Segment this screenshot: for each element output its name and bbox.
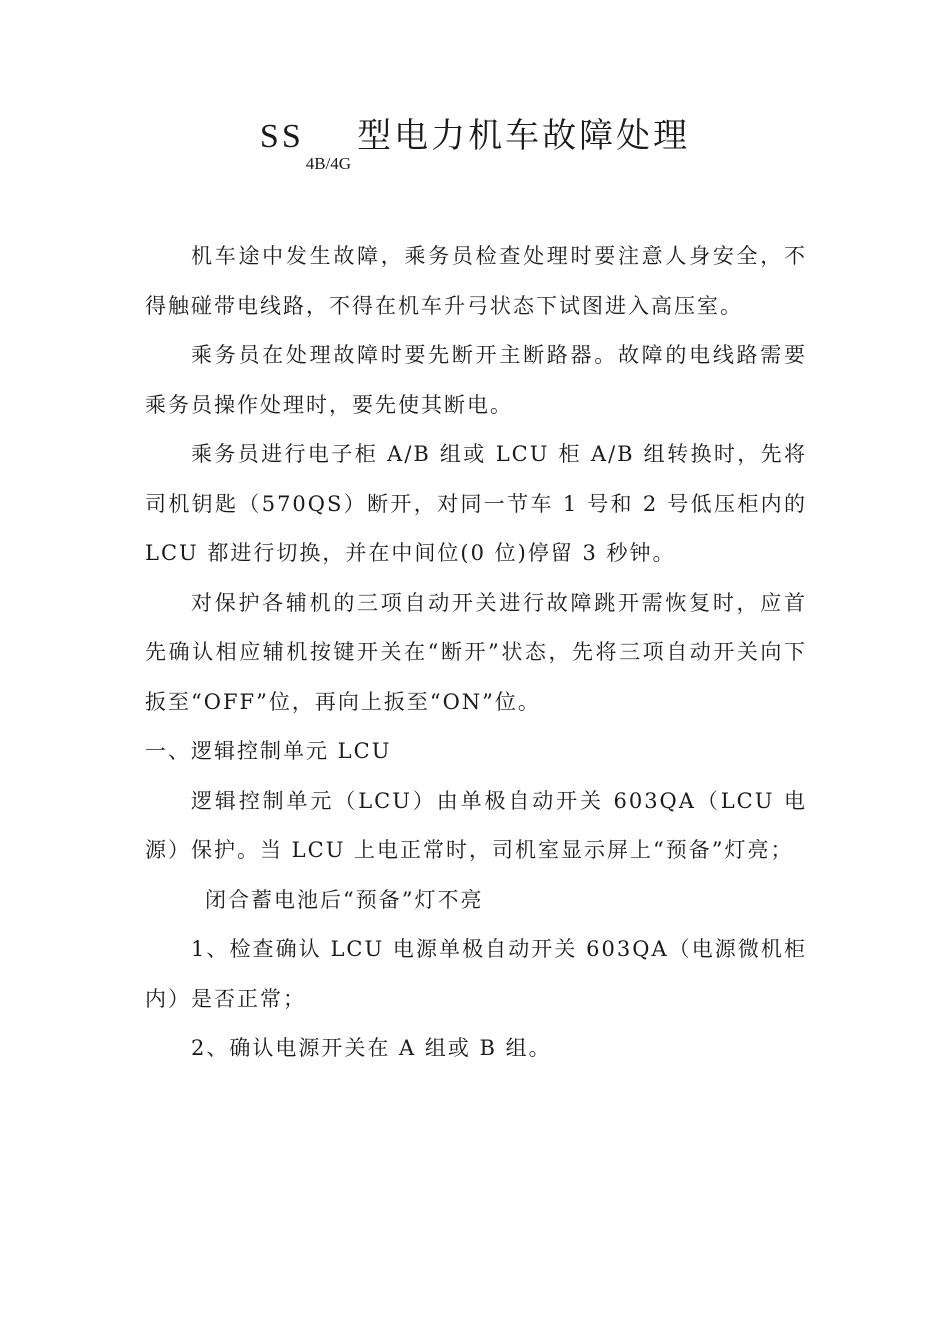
paragraph-switchover: 乘务员进行电子柜 A/B 组或 LCU 柜 A/B 组转换时，先将司机钥匙（570QS）断开，对同一节车 1 号和 2 号低压柜内的 LCU 都进行切换，并在中间位(0 位)停留 3 秒钟。 bbox=[145, 442, 807, 565]
title-prefix: SS bbox=[259, 118, 304, 155]
title-suffix: 型电力机车故障处理 bbox=[357, 116, 691, 156]
title-subscript: 4B/4G bbox=[305, 154, 352, 173]
paragraph-lcu-protection: 逻辑控制单元（LCU）由单极自动开关 603QA（LCU 电源）保护。当 LCU 上电正常时，司机室显示屏上“预备”灯亮； bbox=[145, 788, 807, 862]
paragraph-auto-switch: 对保护各辅机的三项自动开关进行故障跳开需恢复时，应首先确认相应辅机按键开关在“断开”状态，先将三项自动开关向下扳至“OFF”位，再向上扳至“ON”位。 bbox=[145, 590, 807, 714]
section-heading-lcu: 一、逻辑控制单元 LCU bbox=[145, 739, 392, 763]
paragraph-breaker: 乘务员在处理故障时要先断开主断路器。故障的电线路需要乘务员操作处理时，要先使其断电。 bbox=[145, 343, 807, 417]
step-1: 1、检查确认 LCU 电源单极自动开关 603QA（电源微机柜内）是否正常； bbox=[145, 937, 807, 1011]
document-body bbox=[145, 232, 807, 1074]
document-title bbox=[0, 108, 950, 174]
step-2: 2、确认电源开关在 A 组或 B 组。 bbox=[191, 1036, 552, 1060]
paragraph-safety: 机车途中发生故障，乘务员检查处理时要注意人身安全，不得触碰带电线路，不得在机车升弓状态下试图进入高压室。 bbox=[145, 244, 807, 318]
subheading-ready-light: 闭合蓄电池后“预备”灯不亮 bbox=[205, 887, 484, 912]
